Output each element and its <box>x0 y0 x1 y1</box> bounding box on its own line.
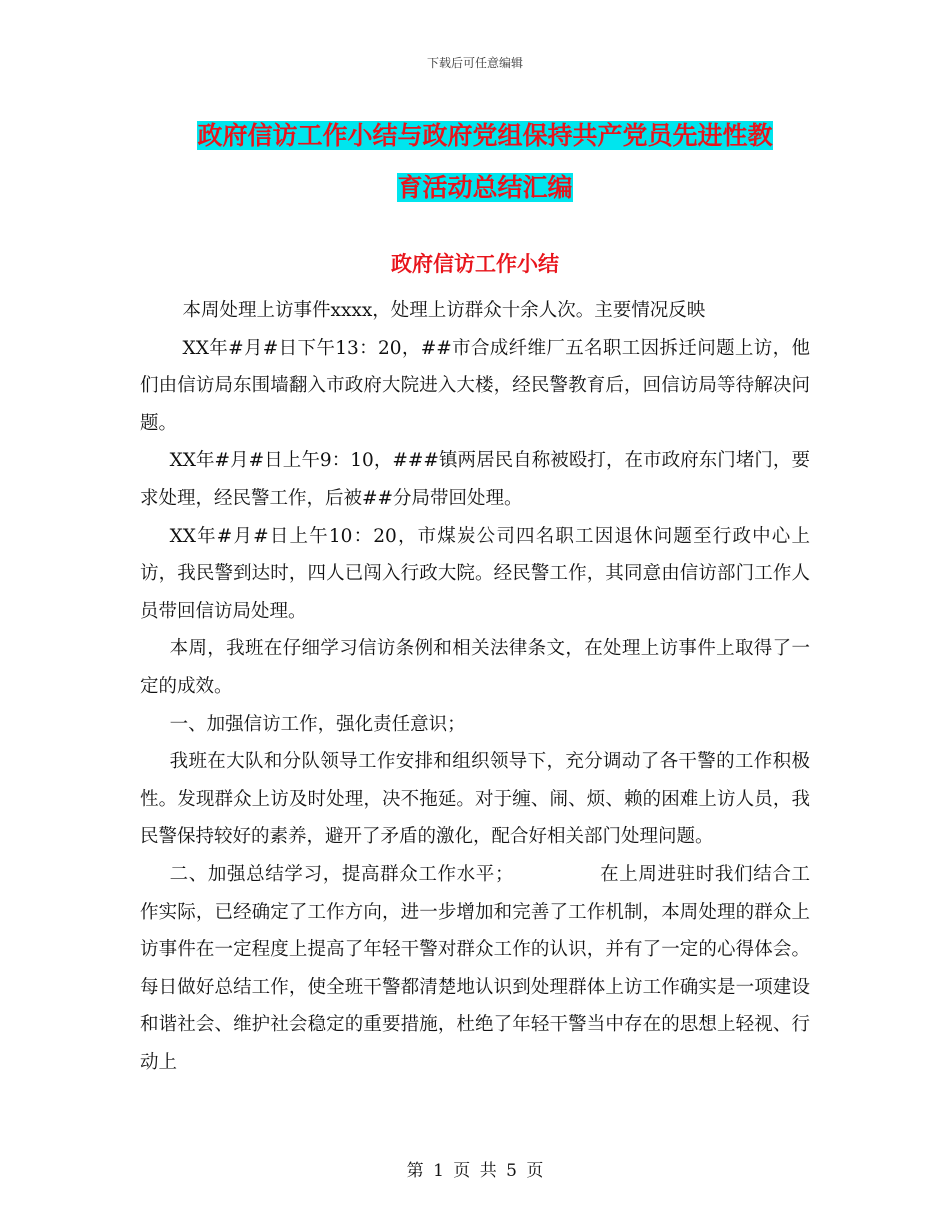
list-heading: 一、加强信访工作，强化责任意识； <box>169 713 466 735</box>
page-footer: 第 1 页 共 5 页 <box>406 1161 544 1181</box>
header-note: 下载后可任意编辑 <box>426 56 523 70</box>
paragraph-text: 在上周进驻时我们结合工作实际，已经确定了工作方向，进一步增加和完善了工作机制，本周处理的群众上访事件在一定程度上提高了年轻干警对群众工作的认识，并有了一定的心得体会。每日做好总结工作，使全班干警都清楚地认识到处理群体上访工作确实是一项建设和谐社会、维护社会稳定的重要措施，杜绝了年轻干警当中存在的思想上轻视、行动上 <box>140 863 810 1073</box>
document-title-line1: 政府信访工作小结与政府党组保持共产党员先进性教 <box>197 121 773 150</box>
paragraph: 本周，我班在仔细学习信访条例和相关法律条文，在处理上访事件上取得了一定的成效。 <box>140 638 810 697</box>
paragraph: XX年#月#日上午10：20，市煤炭公司四名职工因退休问题至行政中心上访，我民警到达时，四人已闯入行政大院。经民警工作，其同意由信访部门工作人员带回信访局处理。 <box>140 525 810 622</box>
paragraph: XX年#月#日上午9：10，###镇两居民自称被殴打，在市政府东门堵门，要求处理，经民警工作，后被##分局带回处理。 <box>140 450 810 509</box>
paragraph: 我班在大队和分队领导工作安排和组织领导下，充分调动了各干警的工作积极性。发现群众上访及时处理，决不拖延。对于缠、闹、烦、赖的困难上访人员，我民警保持较好的素养，避开了矛盾的激化，配合好相关部门处理问题。 <box>140 751 810 848</box>
body-text <box>140 292 810 1081</box>
document-title <box>140 110 830 214</box>
list-heading: 二、加强总结学习，提高群众工作水平； <box>169 863 514 885</box>
paragraph: 本周处理上访事件xxxx，处理上访群众十余人次。主要情况反映 <box>182 300 706 321</box>
paragraph: XX年#月#日下午13：20，##市合成纤维厂五名职工因拆迁问题上访，他们由信访局东围墙翻入市政府大院进入大楼，经民警教育后，回信访局等待解决问题。 <box>140 337 810 434</box>
paragraph <box>140 856 810 1082</box>
section-title: 政府信访工作小结 <box>391 252 559 276</box>
document-title-line2: 育活动总结汇编 <box>397 173 573 202</box>
